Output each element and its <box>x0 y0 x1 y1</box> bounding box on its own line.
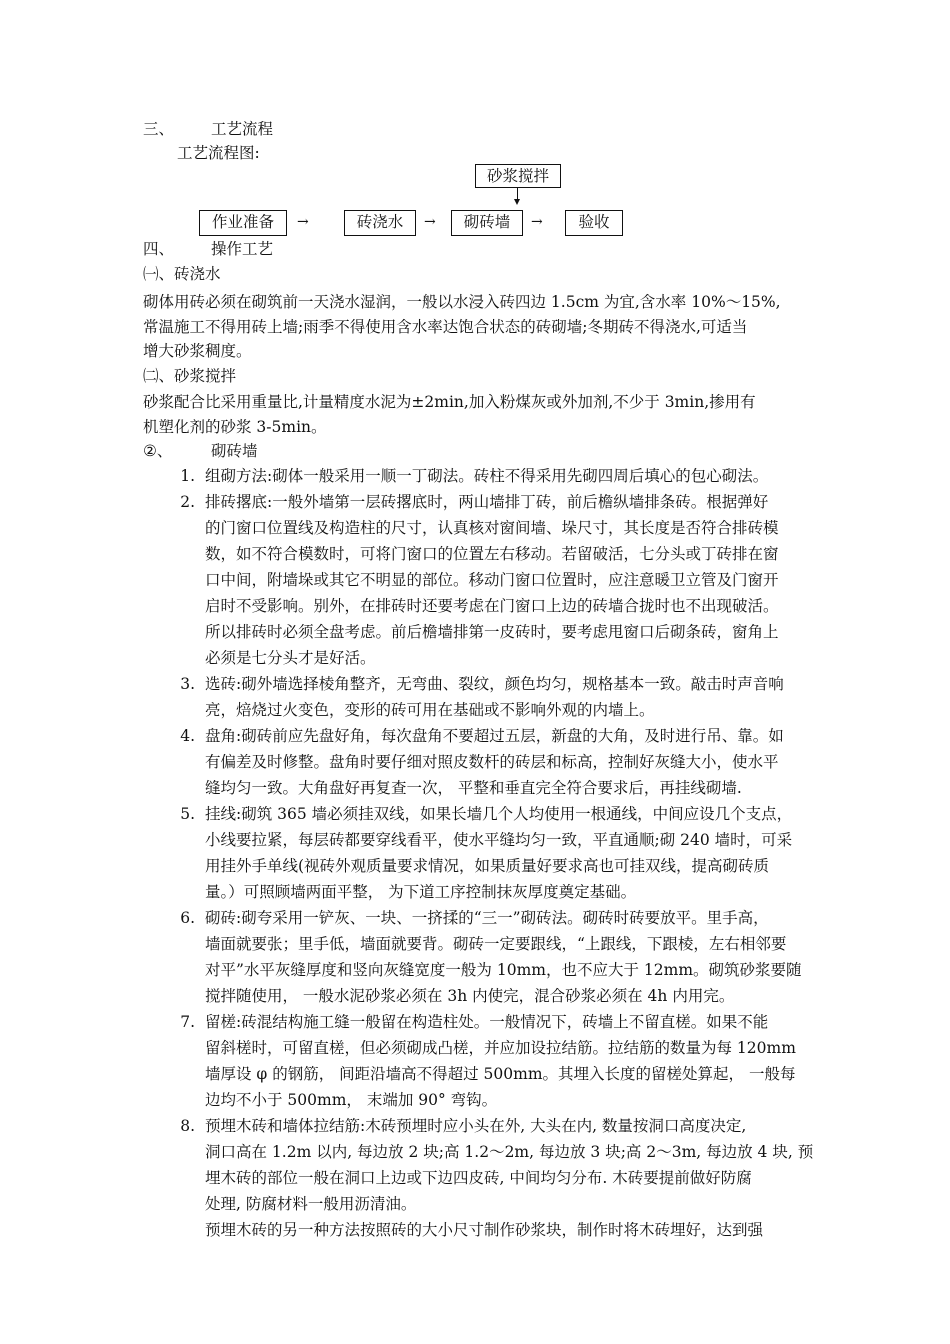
list-item-line: 口中间，附墙垛或其它不明显的部位。移动门窗口位置时，应注意暖卫立管及门窗开 <box>205 571 779 589</box>
list-item-line: 墙厚设 φ 的钢筋， 间距沿墙高不得超过 500mm。其埋入长度的留槎处算起， 一般每 <box>205 1065 796 1083</box>
list-item-line: 必须是七分头才是好活。 <box>205 649 376 667</box>
subsection-1-text-line: 增大砂浆稠度。 <box>143 342 252 360</box>
section-3-title: 工艺流程 <box>211 120 274 138</box>
flow-arrow-icon: → <box>297 214 309 230</box>
list-item-number: 7. <box>180 1013 195 1031</box>
list-item-number: 2. <box>180 493 195 511</box>
list-item-number: 8. <box>180 1117 195 1135</box>
section-3-number: 三、 <box>143 120 175 138</box>
list-item-line: 挂线:砌筑 365 墙必须挂双线，如果长墙几个人均使用一根通线，中间应设几个支点， <box>205 805 793 823</box>
section-4-number: 四、 <box>143 240 175 258</box>
list-item-number: 6. <box>180 909 195 927</box>
list-item-line: 留斜槎时，可留直槎，但必须砌成凸槎，并应加设拉结筋。拉结筋的数量为每 120mm <box>205 1039 796 1057</box>
flow-down-arrow-head-icon <box>514 199 520 205</box>
list-item-line: 墙面就要张；里手低，墙面就要背。砌砖一定要跟线，“上跟线，下跟棱，左右相邻要 <box>205 935 787 953</box>
list-item-line: 留槎:砖混结构施工缝一般留在构造柱处。一般情况下，砖墙上不留直槎。如果不能 <box>205 1013 769 1031</box>
list-item-line: 启时不受影响。别外，在排砖时还要考虑在门窗口上边的砖墙合拢时也不出现破活。 <box>205 597 779 615</box>
flow-box-acceptance: 验收 <box>565 210 623 236</box>
subsection-2-title: ㈡、砂浆搅拌 <box>143 367 237 385</box>
list-item-line: 埋木砖的部位一般在洞口上边或下边四皮砖, 中间均匀分布. 木砖要提前做好防腐 <box>205 1169 752 1187</box>
list-item-number: 5. <box>180 805 195 823</box>
flow-arrow-icon: → <box>531 214 543 230</box>
list-item-line: 搅拌随使用， 一般水泥砂浆必须在 3h 内使完，混合砂浆必须在 4h 内用完。 <box>205 987 735 1005</box>
continuation-paragraph: 预埋木砖的另一种方法按照砖的大小尺寸制作砂浆块，制作时将木砖埋好，达到强 <box>205 1221 764 1239</box>
list-item-line: 选砖:砌外墙选择棱角整齐，无弯曲、裂纹，颜色均匀，规格基本一致。敲击时声音响 <box>205 675 784 693</box>
list-item-line: 排砖撂底:一般外墙第一层砖撂底时，两山墙排丁砖，前后檐纵墙排条砖。根据弹好 <box>205 493 769 511</box>
subsection-2-text-line: 砂浆配合比采用重量比,计量精度水泥为±2min,加入粉煤灰或外加剂,不少于 3min,掺用有 <box>143 393 756 411</box>
flow-arrow-icon: → <box>424 214 436 230</box>
list-item-line: 处理, 防腐材料一般用沥清油。 <box>205 1195 417 1213</box>
section-4-title: 操作工艺 <box>211 240 274 258</box>
list-item-line: 砌砖:砌夸采用一铲灰、一块、一挤揉的“三一”砌砖法。砌砖时砖要放平。里手高， <box>205 909 769 927</box>
subsection-1-title: ㈠、砖浇水 <box>143 265 221 283</box>
list-item-line: 盘角:砌砖前应先盘好角，每次盘角不要超过五层，新盘的大角，及时进行吊、靠。如 <box>205 727 784 745</box>
flow-diagram-label: 工艺流程图: <box>177 144 260 162</box>
subsection-1-text-line: 常温施工不得用砖上墙;雨季不得使用含水率达饱合状态的砖砌墙;冬期砖不得浇水,可适当 <box>143 318 748 336</box>
list-item-line: 洞口高在 1.2m 以内, 每边放 2 块;高 1.2～2m, 每边放 3 块;高 2～3m, 每边放 4 块, 预 <box>205 1143 814 1161</box>
list-item-line: 亮，焙烧过火变色，变形的砖可用在基础或不影响外观的内墙上。 <box>205 701 655 719</box>
flow-box-brick-laying: 砌砖墙 <box>451 210 523 236</box>
list-item-line: 预埋木砖和墙体拉结筋:木砖预埋时应小头在外, 大头在内, 数量按洞口高度决定, <box>205 1117 747 1135</box>
flow-box-mortar-mixing: 砂浆搅拌 <box>475 164 561 188</box>
list-item-line: 有偏差及时修整。盘角时要仔细对照皮数杆的砖层和标高，控制好灰缝大小，使水平 <box>205 753 779 771</box>
subsection-3-number: ②、 <box>143 442 173 460</box>
subsection-2-text-line: 机塑化剂的砂浆 3-5min。 <box>143 418 327 436</box>
subsection-1-text-line: 砌体用砖必须在砌筑前一天浇水湿润，一般以水浸入砖四边 1.5cm 为宜,含水率 10%～15%, <box>143 293 781 311</box>
list-item-line: 缝均匀一致。大角盘好再复查一次， 平整和垂直完全符合要求后，再挂线砌墙. <box>205 779 742 797</box>
list-item-number: 3. <box>180 675 195 693</box>
flow-box-brick-watering: 砖浇水 <box>344 210 416 236</box>
list-item-line: 组砌方法:砌体一般采用一顺一丁砌法。砖柱不得采用先砌四周后填心的包心砌法。 <box>205 467 769 485</box>
list-item-line: 所以排砖时必须全盘考虑。前后檐墙排第一皮砖时，要考虑甩窗口后砌条砖，窗角上 <box>205 623 779 641</box>
list-item-line: 边均不小于 500mm， 末端加 90° 弯钩。 <box>205 1091 498 1109</box>
list-item-line: 对平”水平灰缝厚度和竖向灰缝宽度一般为 10mm，也不应大于 12mm。砌筑砂浆要随 <box>205 961 802 979</box>
list-item-line: 数，如不符合模数时，可将门窗口的位置左右移动。若留破活，七分头或丁砖排在窗 <box>205 545 779 563</box>
list-item-number: 1. <box>180 467 195 485</box>
subsection-3-title: 砌砖墙 <box>211 442 258 460</box>
list-item-line: 的门窗口位置线及构造柱的尺寸，认真核对窗间墙、垛尺寸，其长度是否符合排砖模 <box>205 519 779 537</box>
list-item-line: 用挂外手单线(视砖外观质量要求情况，如果质量好要求高也可挂双线，提高砌砖质 <box>205 857 770 875</box>
list-item-number: 4. <box>180 727 195 745</box>
flow-box-preparation: 作业准备 <box>199 210 287 236</box>
list-item-line: 小线要拉紧，每层砖都要穿线看平，使水平缝均匀一致，平直通顺;砌 240 墙时，可采 <box>205 831 793 849</box>
list-item-line: 量。）可照顾墙两面平整， 为下道工序控制抹灰厚度奠定基础。 <box>205 883 637 901</box>
